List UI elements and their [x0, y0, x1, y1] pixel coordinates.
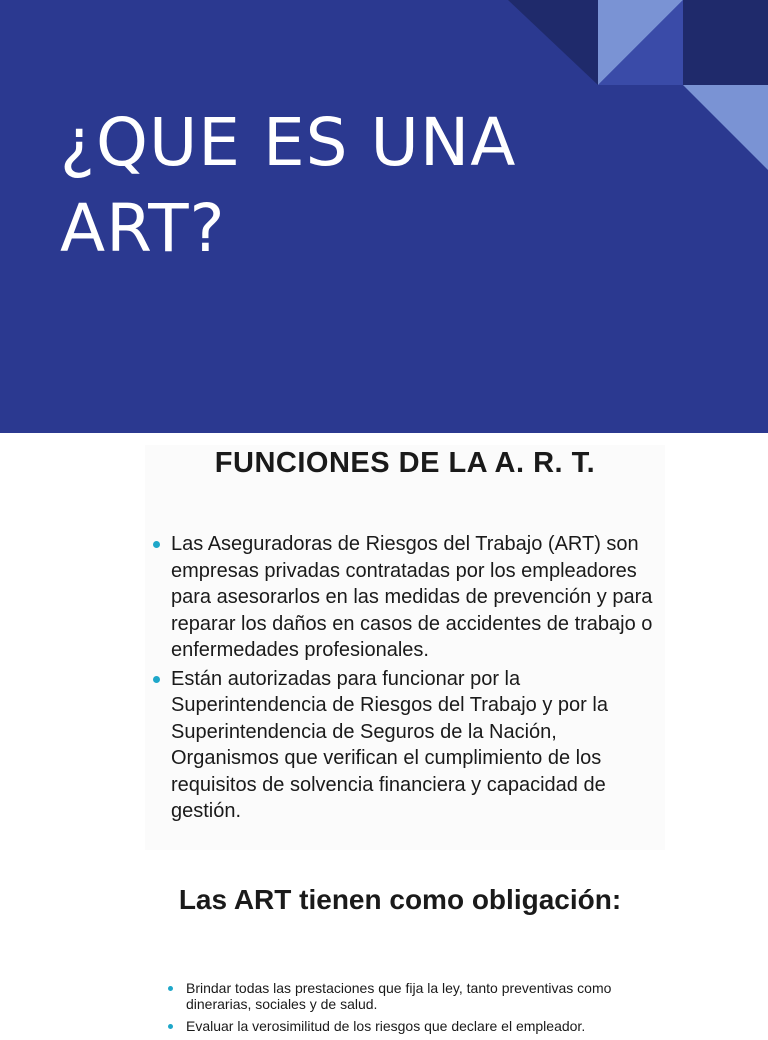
- functions-list: [153, 531, 659, 827]
- bullet-dot-icon: [153, 541, 160, 548]
- bullet-dot-icon: [153, 676, 160, 683]
- slide-title: ¿QUE ES UNA ART?: [60, 104, 517, 267]
- list-item-text: Las Aseguradoras de Riesgos del Trabajo (ART) son empresas privadas contratadas por los empleadores para asesorarlos en las medidas de prevención y para reparar los daños en casos de accidentes de trabajo o enfermedades profesionales.: [171, 533, 653, 661]
- deco-dark-square: [683, 0, 768, 85]
- functions-slide: [145, 445, 665, 850]
- list-item-text: Evaluar la verosimilitud de los riesgos que declare el empleador.: [186, 1018, 586, 1034]
- deco-dark-triangle: [508, 0, 598, 85]
- bullet-dot-icon: [168, 1024, 173, 1029]
- obligations-slide: [160, 870, 640, 1034]
- bullet-dot-icon: [168, 986, 173, 991]
- obligations-heading: Las ART tienen como obligación:: [178, 884, 622, 915]
- list-item: [166, 1018, 640, 1034]
- obligations-list: [166, 980, 640, 1040]
- deco-light-lower-triangle: [683, 85, 768, 170]
- title-slide: [0, 0, 768, 433]
- list-item: [166, 980, 640, 1012]
- list-item-text: Están autorizadas para funcionar por la Superintendencia de Riesgos del Trabajo y por la Superintendencia de Seguros de la Nación, Organismos que verifican el cumplimiento de los requisitos de solvencia financiera y capacidad de gestión.: [171, 667, 608, 822]
- list-item: [153, 531, 659, 664]
- list-item-text: Brindar todas las prestaciones que fija la ley, tanto preventivas como dinerarias, sociales y de salud.: [186, 980, 612, 1012]
- list-item: [153, 666, 659, 825]
- functions-heading: FUNCIONES DE LA A. R. T.: [214, 447, 596, 479]
